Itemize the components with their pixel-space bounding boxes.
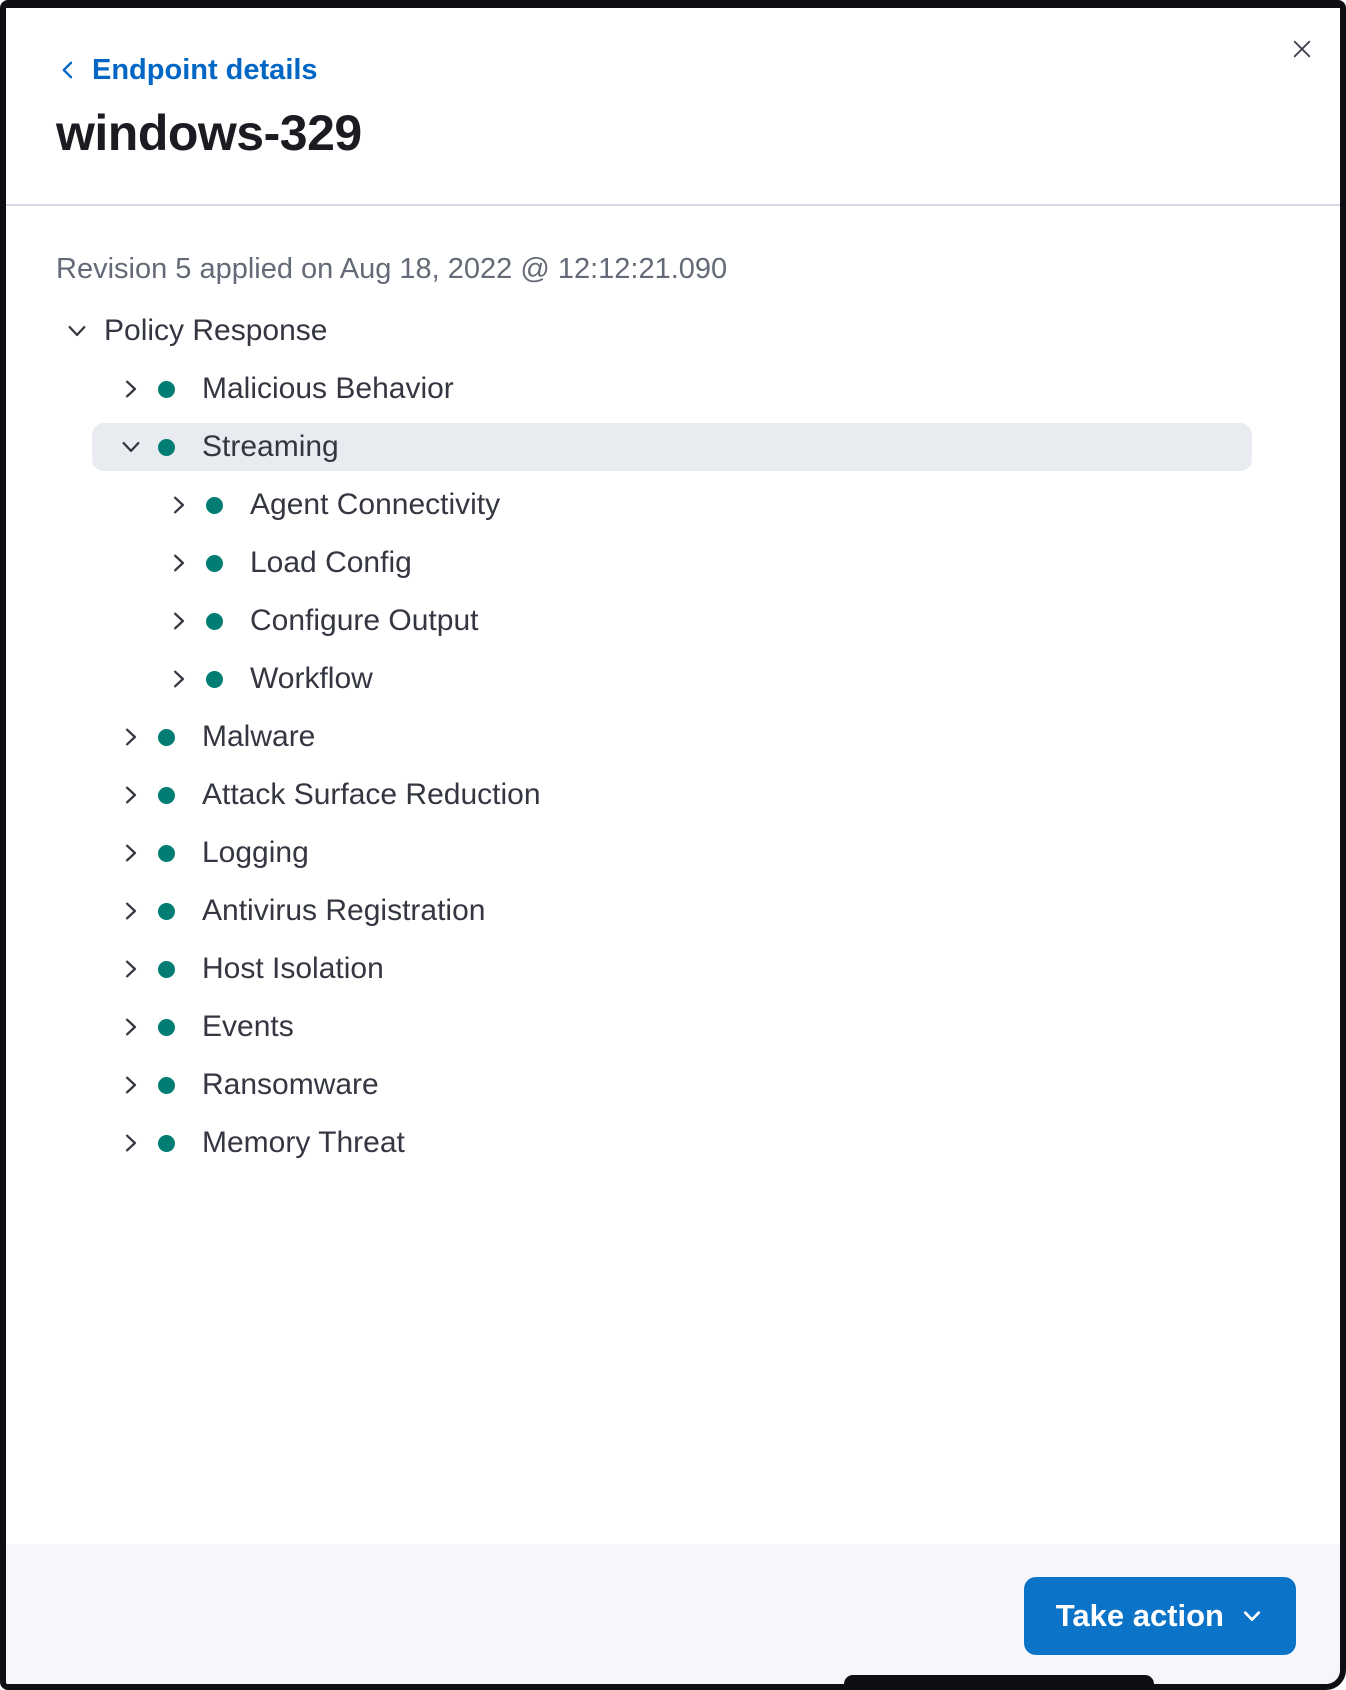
tree-item-label: Malware xyxy=(202,720,316,753)
status-dot xyxy=(158,1077,175,1094)
chevron-down-icon xyxy=(1240,1604,1264,1628)
tree-item-streaming[interactable] xyxy=(92,423,1252,471)
chevron-right-icon[interactable] xyxy=(118,376,144,402)
tree-item-label: Host Isolation xyxy=(202,952,384,985)
status-dot xyxy=(158,1019,175,1036)
tree-item-configure-output[interactable] xyxy=(6,597,1252,645)
endpoint-details-back-link[interactable] xyxy=(56,55,318,85)
tree-item-ransomware[interactable] xyxy=(6,1061,1252,1109)
status-dot xyxy=(158,729,175,746)
status-dot xyxy=(158,1135,175,1152)
status-dot xyxy=(158,845,175,862)
tree-item-workflow[interactable] xyxy=(6,655,1252,703)
tree-item-label: Ransomware xyxy=(202,1068,379,1101)
page-title: windows-329 xyxy=(56,105,362,161)
chevron-down-icon[interactable] xyxy=(118,434,144,460)
policy-tree xyxy=(6,307,1252,1167)
tree-item-policy-response[interactable] xyxy=(6,307,1252,355)
tree-item-load-config[interactable] xyxy=(6,539,1252,587)
tree-item-attack-surface-reduction[interactable] xyxy=(6,771,1252,819)
flyout-body xyxy=(6,254,1340,1167)
status-dot xyxy=(158,381,175,398)
tree-item-malware[interactable] xyxy=(6,713,1252,761)
take-action-button[interactable] xyxy=(1024,1577,1296,1655)
tree-item-label: Agent Connectivity xyxy=(250,488,501,521)
tree-item-malicious-behavior[interactable] xyxy=(6,365,1252,413)
tree-item-label: Antivirus Registration xyxy=(202,894,486,927)
take-action-label: Take action xyxy=(1055,1598,1224,1633)
status-dot xyxy=(158,439,175,456)
status-dot xyxy=(158,903,175,920)
tree-item-agent-connectivity[interactable] xyxy=(6,481,1252,529)
chevron-right-icon[interactable] xyxy=(118,782,144,808)
chevron-right-icon[interactable] xyxy=(118,1130,144,1156)
tree-item-logging[interactable] xyxy=(6,829,1252,877)
tree-item-label: Streaming xyxy=(202,430,339,463)
tree-item-label: Logging xyxy=(202,836,309,869)
status-dot xyxy=(206,613,223,630)
chevron-right-icon[interactable] xyxy=(118,840,144,866)
chevron-right-icon[interactable] xyxy=(118,1014,144,1040)
chevron-down-icon[interactable] xyxy=(64,318,90,344)
revision-text: Revision 5 applied on Aug 18, 2022 @ 12:12:21.090 xyxy=(56,253,728,285)
tree-item-label: Malicious Behavior xyxy=(202,372,454,405)
chevron-right-icon[interactable] xyxy=(118,956,144,982)
tree-item-label: Attack Surface Reduction xyxy=(202,778,541,811)
flyout-header xyxy=(6,8,1340,159)
chevron-right-icon[interactable] xyxy=(118,724,144,750)
status-dot xyxy=(158,961,175,978)
chevron-right-icon[interactable] xyxy=(166,666,192,692)
status-dot xyxy=(206,555,223,572)
chevron-right-icon[interactable] xyxy=(118,1072,144,1098)
tree-item-label: Events xyxy=(202,1010,294,1043)
policy-tree-items xyxy=(6,365,1252,1167)
chevron-right-icon[interactable] xyxy=(166,492,192,518)
back-link-label: Endpoint details xyxy=(92,54,318,86)
tree-item-host-isolation[interactable] xyxy=(6,945,1252,993)
chevron-left-icon xyxy=(56,58,80,82)
flyout-footer xyxy=(6,1544,1340,1684)
chevron-right-icon[interactable] xyxy=(166,550,192,576)
tree-item-label: Workflow xyxy=(250,662,373,695)
tree-item-label: Configure Output xyxy=(250,604,479,637)
chevron-right-icon[interactable] xyxy=(118,898,144,924)
tree-item-label: Memory Threat xyxy=(202,1126,405,1159)
window-edge-artifact xyxy=(844,1675,1154,1690)
status-dot xyxy=(206,671,223,688)
chevron-right-icon[interactable] xyxy=(166,608,192,634)
tree-item-antivirus-registration[interactable] xyxy=(6,887,1252,935)
tree-item-events[interactable] xyxy=(6,1003,1252,1051)
status-dot xyxy=(158,787,175,804)
status-dot xyxy=(206,497,223,514)
tree-item-memory-threat[interactable] xyxy=(6,1119,1252,1167)
tree-item-label: Policy Response xyxy=(104,314,328,347)
header-divider xyxy=(6,204,1340,206)
tree-item-label: Load Config xyxy=(250,546,412,579)
